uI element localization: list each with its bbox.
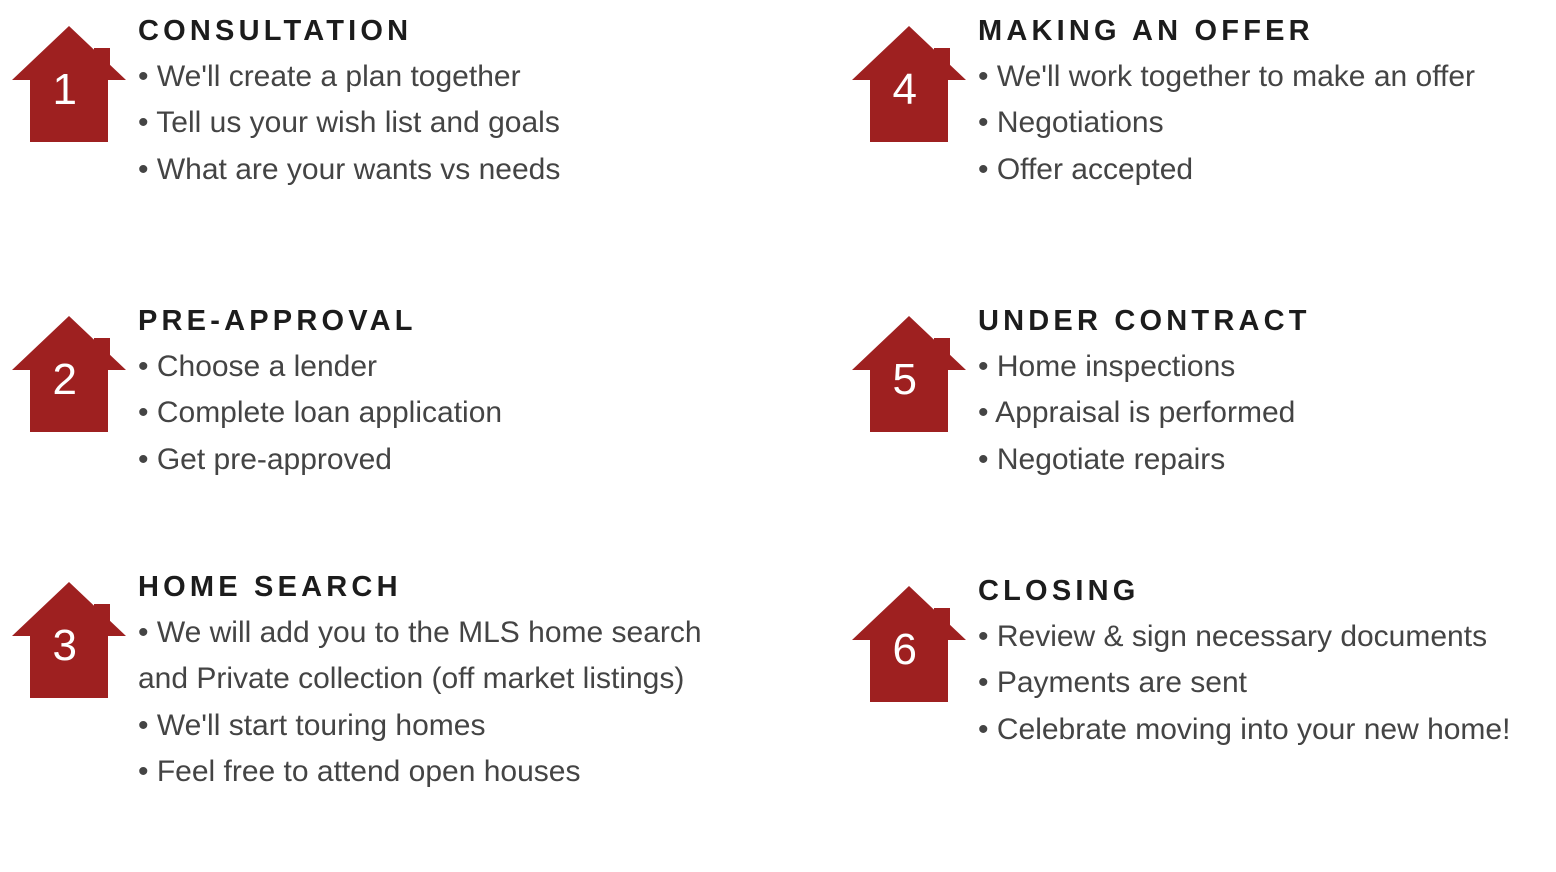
step-title: CLOSING bbox=[978, 575, 1140, 607]
right-column bbox=[848, 0, 1556, 872]
step-bullet: • We'll start touring homes bbox=[138, 708, 486, 742]
step-2-content bbox=[138, 296, 748, 483]
step-number: 2 bbox=[52, 355, 78, 404]
step-6-content bbox=[978, 566, 1548, 753]
step-title: PRE-APPROVAL bbox=[138, 305, 417, 337]
house-icon bbox=[848, 24, 970, 154]
house-icon bbox=[848, 314, 970, 444]
house-icon bbox=[8, 314, 130, 444]
step-bullet: • What are your wants vs needs bbox=[138, 152, 561, 186]
step-bullet: • Appraisal is performed bbox=[978, 396, 1296, 430]
house-icon bbox=[8, 24, 130, 154]
step-1-icon-wrap bbox=[8, 6, 138, 154]
step-bullet: • Celebrate moving into your new home! bbox=[978, 712, 1511, 746]
step-bullet: • Negotiate repairs bbox=[978, 442, 1226, 476]
step-consultation bbox=[8, 6, 748, 193]
step-bullet: • We'll work together to make an offer bbox=[978, 59, 1476, 93]
step-1-content bbox=[138, 6, 748, 193]
step-pre-approval bbox=[8, 296, 748, 483]
step-3-content bbox=[138, 562, 748, 796]
step-4-icon-wrap bbox=[848, 6, 978, 154]
step-title: CONSULTATION bbox=[138, 15, 413, 47]
step-making-an-offer bbox=[848, 6, 1548, 193]
house-icon bbox=[848, 584, 970, 714]
step-bullet: • Tell us your wish list and goals bbox=[138, 106, 560, 140]
step-5-icon-wrap bbox=[848, 296, 978, 444]
step-bullet: • Feel free to attend open houses bbox=[138, 755, 581, 789]
step-number: 3 bbox=[52, 621, 78, 670]
step-title: HOME SEARCH bbox=[138, 571, 402, 603]
step-bullet: • Get pre-approved bbox=[138, 442, 392, 476]
step-bullet: • Offer accepted bbox=[978, 152, 1194, 186]
step-bullet: • Review & sign necessary documents bbox=[978, 619, 1488, 653]
step-bullet: • Payments are sent bbox=[978, 666, 1247, 700]
step-title: MAKING AN OFFER bbox=[978, 15, 1314, 47]
step-under-contract bbox=[848, 296, 1548, 483]
step-number: 6 bbox=[892, 625, 918, 674]
step-home-search bbox=[8, 562, 748, 796]
left-column bbox=[8, 0, 748, 872]
step-bullet: • Choose a lender bbox=[138, 349, 377, 383]
step-number: 4 bbox=[892, 65, 918, 114]
step-5-content bbox=[978, 296, 1548, 483]
house-icon bbox=[8, 580, 130, 710]
step-bullet: • Negotiations bbox=[978, 106, 1164, 140]
step-bullet: • Complete loan application bbox=[138, 396, 503, 430]
step-closing bbox=[848, 566, 1548, 753]
step-bullet: • We'll create a plan together bbox=[138, 59, 521, 93]
step-bullet: • Home inspections bbox=[978, 349, 1236, 383]
step-3-icon-wrap bbox=[8, 562, 138, 710]
step-title: UNDER CONTRACT bbox=[978, 305, 1311, 337]
step-number: 5 bbox=[892, 355, 918, 404]
step-4-content bbox=[978, 6, 1548, 193]
step-bullet: • We will add you to the MLS home search and Private collection (off market listings) bbox=[138, 615, 710, 696]
step-2-icon-wrap bbox=[8, 296, 138, 444]
step-number: 1 bbox=[52, 65, 78, 114]
step-6-icon-wrap bbox=[848, 566, 978, 714]
